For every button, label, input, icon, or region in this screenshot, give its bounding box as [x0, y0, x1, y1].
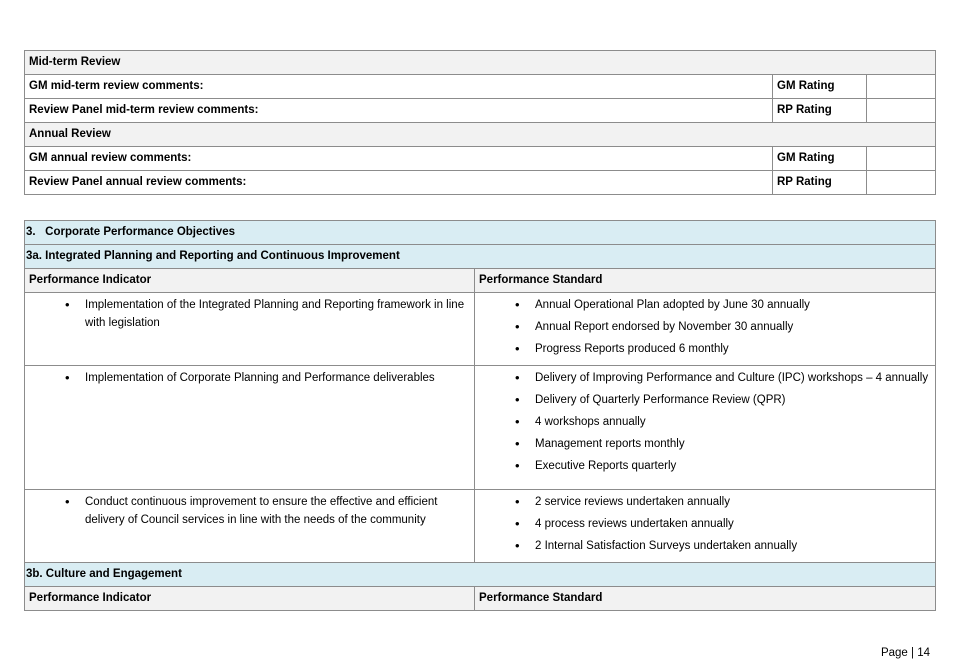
- column-header-row: [25, 269, 936, 293]
- annual-heading: Annual Review: [25, 123, 936, 147]
- list-item: • 2 Internal Satisfaction Surveys undertaken annually: [535, 537, 931, 555]
- indicator-cell: [25, 366, 475, 490]
- gm-rating-label-2: GM Rating: [773, 147, 867, 171]
- gm-annual-rating-cell[interactable]: [867, 147, 936, 171]
- list-item: • Annual Report endorsed by November 30 annually: [535, 318, 931, 336]
- rp-rating-label: RP Rating: [773, 99, 867, 123]
- gm-mid-term-comments-label: GM mid-term review comments:: [25, 75, 773, 99]
- list-item: • 2 service reviews undertaken annually: [535, 493, 931, 511]
- rp-annual-comments-label: Review Panel annual review comments:: [25, 171, 773, 195]
- col-standard-header: Performance Standard: [475, 269, 936, 293]
- rp-mid-term-comments-label: Review Panel mid-term review comments:: [25, 99, 773, 123]
- review-table: [24, 50, 936, 195]
- annual-heading-row: [25, 123, 936, 147]
- mid-term-heading-row: [25, 51, 936, 75]
- rp-mid-term-row: [25, 99, 936, 123]
- gm-rating-label: GM Rating: [773, 75, 867, 99]
- list-item: • Executive Reports quarterly: [535, 457, 931, 475]
- objectives-table: [24, 220, 936, 611]
- list-item: • Implementation of Corporate Planning and Performance deliverables: [85, 369, 470, 387]
- objectives-title: 3. Corporate Performance Objectives: [25, 221, 936, 245]
- rp-annual-row: [25, 171, 936, 195]
- list-item: • Progress Reports produced 6 monthly: [535, 340, 931, 358]
- page-number: Page | 14: [880, 647, 930, 659]
- table-row: [25, 490, 936, 563]
- table-row: [25, 293, 936, 366]
- indicator-cell: [25, 490, 475, 563]
- section-b-row: [25, 563, 936, 587]
- rp-rating-label-2: RP Rating: [773, 171, 867, 195]
- indicator-cell: [25, 293, 475, 366]
- col-indicator-header: Performance Indicator: [25, 269, 475, 293]
- list-item: • Conduct continuous improvement to ensure the effective and efficient delivery of Council services in line with the needs of the community: [85, 493, 470, 529]
- gm-annual-comments-label: GM annual review comments:: [25, 147, 773, 171]
- gm-annual-row: [25, 147, 936, 171]
- list-item: • Delivery of Improving Performance and Culture (IPC) workshops – 4 annually: [535, 369, 931, 387]
- rp-mid-rating-cell[interactable]: [867, 99, 936, 123]
- list-item: • 4 process reviews undertaken annually: [535, 515, 931, 533]
- list-item: • 4 workshops annually: [535, 413, 931, 431]
- section-b-heading: 3b. Culture and Engagement: [25, 563, 936, 587]
- column-header-row-b: [25, 587, 936, 611]
- section-a-heading: 3a. Integrated Planning and Reporting and Continuous Improvement: [25, 245, 936, 269]
- list-item: • Implementation of the Integrated Planning and Reporting framework in line with legislation: [85, 296, 470, 332]
- standard-cell: [475, 293, 936, 366]
- list-item: • Management reports monthly: [535, 435, 931, 453]
- standard-cell: [475, 366, 936, 490]
- list-item: • Annual Operational Plan adopted by June 30 annually: [535, 296, 931, 314]
- section-a-row: [25, 245, 936, 269]
- list-item: • Delivery of Quarterly Performance Review (QPR): [535, 391, 931, 409]
- gm-mid-term-row: [25, 75, 936, 99]
- mid-term-heading: Mid-term Review: [25, 51, 936, 75]
- table-row: [25, 366, 936, 490]
- objectives-title-row: [25, 221, 936, 245]
- gm-mid-rating-cell[interactable]: [867, 75, 936, 99]
- col-indicator-header-b: Performance Indicator: [25, 587, 475, 611]
- standard-cell: [475, 490, 936, 563]
- col-standard-header-b: Performance Standard: [475, 587, 936, 611]
- rp-annual-rating-cell[interactable]: [867, 171, 936, 195]
